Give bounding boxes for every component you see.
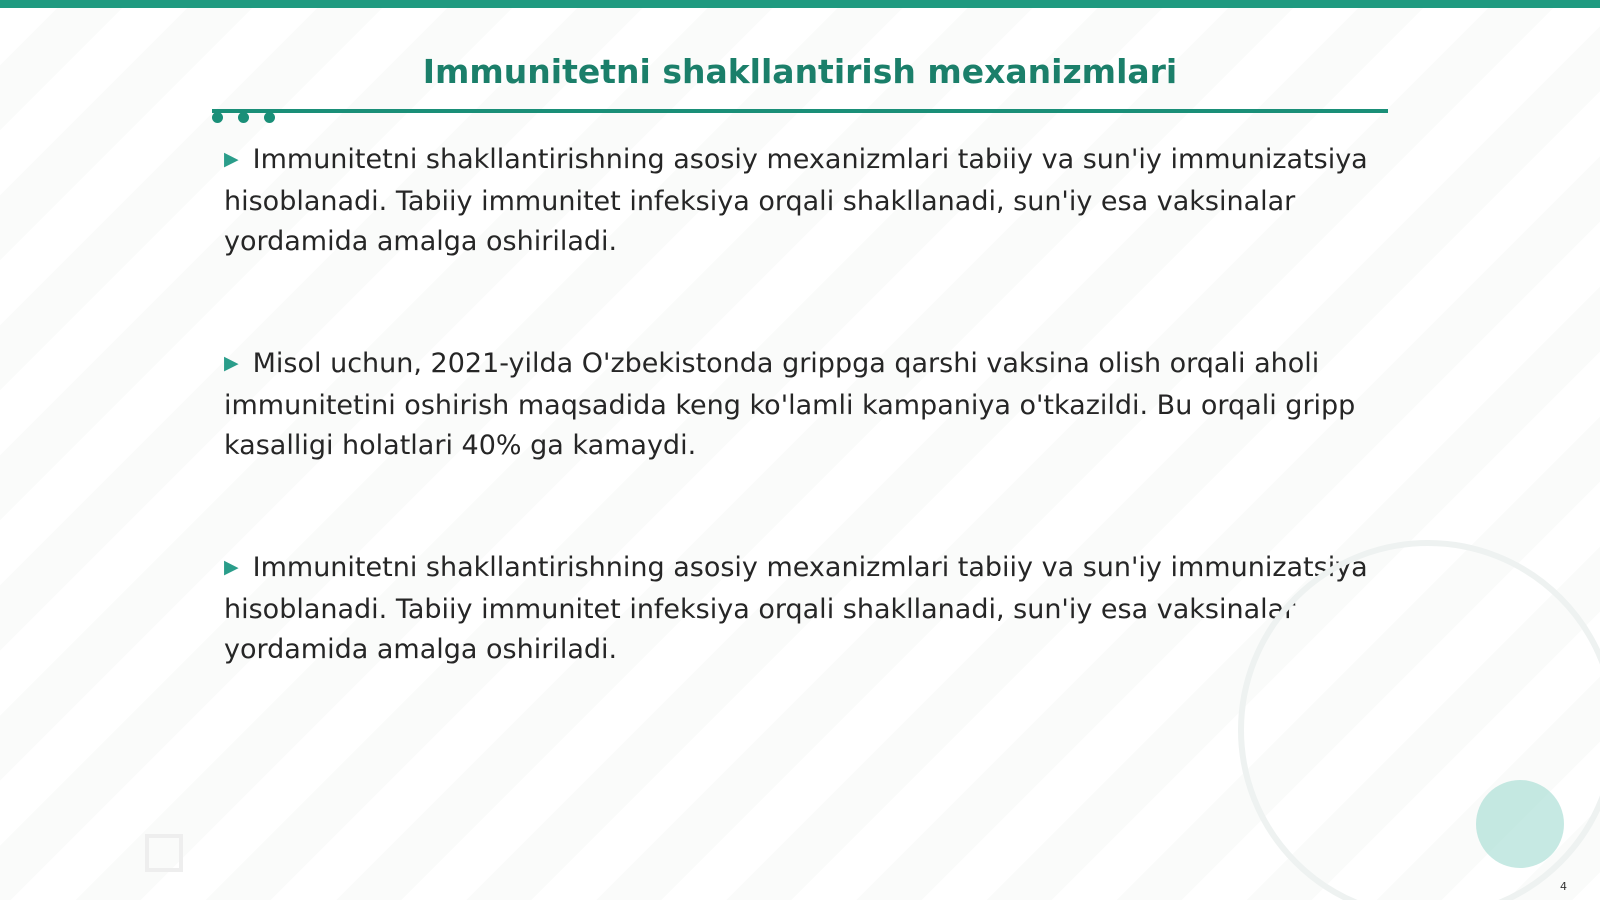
paragraph-text: Immunitetni shakllantirishning asosiy mexanizmlari tabiiy va sun'iy immunizatsiya hisoblanadi. Tabiiy immunitet infeksiya orqali shakllanadi, sun'iy esa vaksinalar yordamida amalga oshiriladi. (224, 144, 1368, 257)
outline-square-decoration (145, 834, 183, 872)
bullet-paragraph (224, 344, 1374, 466)
triangle-bullet-icon: ▶ (224, 352, 239, 374)
decor-dot (212, 112, 223, 123)
teal-disc-decoration (1476, 780, 1564, 868)
paragraph-text: Immunitetni shakllantirishning asosiy mexanizmlari tabiiy va sun'iy immunizatsiya hisoblanadi. Tabiiy immunitet infeksiya orqali shakllanadi, sun'iy esa vaksinalar yordamida amalga oshiriladi. (224, 552, 1368, 665)
bullet-paragraph (224, 548, 1374, 670)
top-accent-bar (0, 0, 1600, 8)
title-underline (212, 109, 1388, 113)
slide-title: Immunitetni shakllantirish mexanizmlari (422, 52, 1178, 91)
triangle-bullet-icon: ▶ (224, 148, 239, 170)
decor-dot (264, 112, 275, 123)
paragraph-text: Misol uchun, 2021-yilda O'zbekistonda grippga qarshi vaksina olish orqali aholi immunitetini oshirish maqsadida keng ko'lamli kampaniya o'tkazildi. Bu orqali gripp kasalligi holatlari 40% ga kamaydi. (224, 348, 1356, 461)
title-dots-decoration (212, 112, 282, 124)
bullet-list (224, 140, 1374, 752)
decor-dot (238, 112, 249, 123)
bullet-paragraph (224, 140, 1374, 262)
page-number: 4 (1560, 880, 1567, 893)
triangle-bullet-icon: ▶ (224, 556, 239, 578)
